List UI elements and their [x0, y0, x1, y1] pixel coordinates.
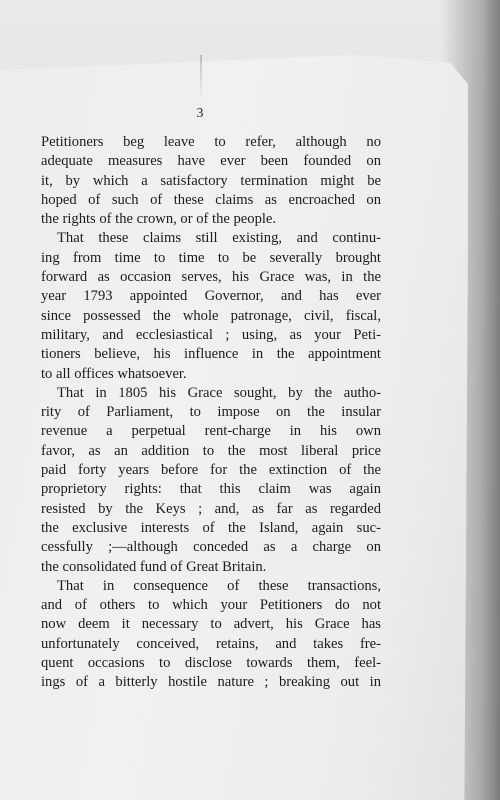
text-line: it, by which a satisfactory termination might be	[41, 172, 381, 189]
text-line: That these claims still existing, and continu-	[57, 230, 381, 247]
text-line: That in 1805 his Grace sought, by the autho-	[57, 384, 381, 401]
text-line: Petitioners beg leave to refer, although no	[41, 134, 381, 150]
text-line: proprietory rights: that this claim was again	[41, 481, 381, 498]
text-line: revenue a perpetual rent-charge in his own	[41, 423, 381, 440]
fold-crease	[200, 55, 202, 100]
text-line: paid forty years before for the extinction of the	[41, 462, 381, 479]
text-line: unfortunately conceived, retains, and takes fre-	[41, 635, 381, 652]
text-line: and of others to which your Petitioners do not	[41, 597, 381, 614]
text-line: That in consequence of these transactions,	[57, 577, 381, 594]
text-line: tioners believe, his influence in the appointment	[41, 346, 381, 363]
text-line: the exclusive interests of the Island, again suc-	[41, 519, 381, 536]
text-line: military, and ecclesiastical ; using, as your Peti-	[41, 326, 381, 343]
page-number: 3	[196, 106, 204, 121]
text-line: ing from time to time to be severally brought	[41, 249, 381, 266]
text-line: adequate measures have ever been founded on	[41, 153, 381, 170]
text-line: quent occasions to disclose towards them, feel-	[41, 655, 381, 672]
text-line: rity of Parliament, to impose on the insular	[41, 404, 381, 421]
text-line: the consolidated fund of Great Britain.	[41, 558, 267, 575]
text-line: year 1793 appointed Governor, and has ever	[41, 288, 381, 305]
text-line: since possessed the whole patronage, civil, fiscal,	[41, 307, 381, 324]
text-line: to all offices whatsoever.	[41, 365, 187, 382]
text-line: the rights of the crown, or of the people.	[41, 211, 277, 228]
text-line: forward as occasion serves, his Grace was, in the	[41, 269, 381, 286]
text-line: resisted by the Keys ; and, as far as regarded	[41, 500, 381, 517]
text-line: now deem it necessary to advert, his Grace has	[41, 616, 381, 633]
text-line: favor, as an addition to the most liberal price	[41, 442, 381, 459]
text-line: hoped of such of these claims as encroached on	[41, 191, 381, 208]
body-text	[41, 133, 381, 693]
text-line: cessfully ;—although conceded as a charge on	[41, 539, 381, 556]
text-line: ings of a bitterly hostile nature ; breaking out in	[41, 674, 381, 691]
